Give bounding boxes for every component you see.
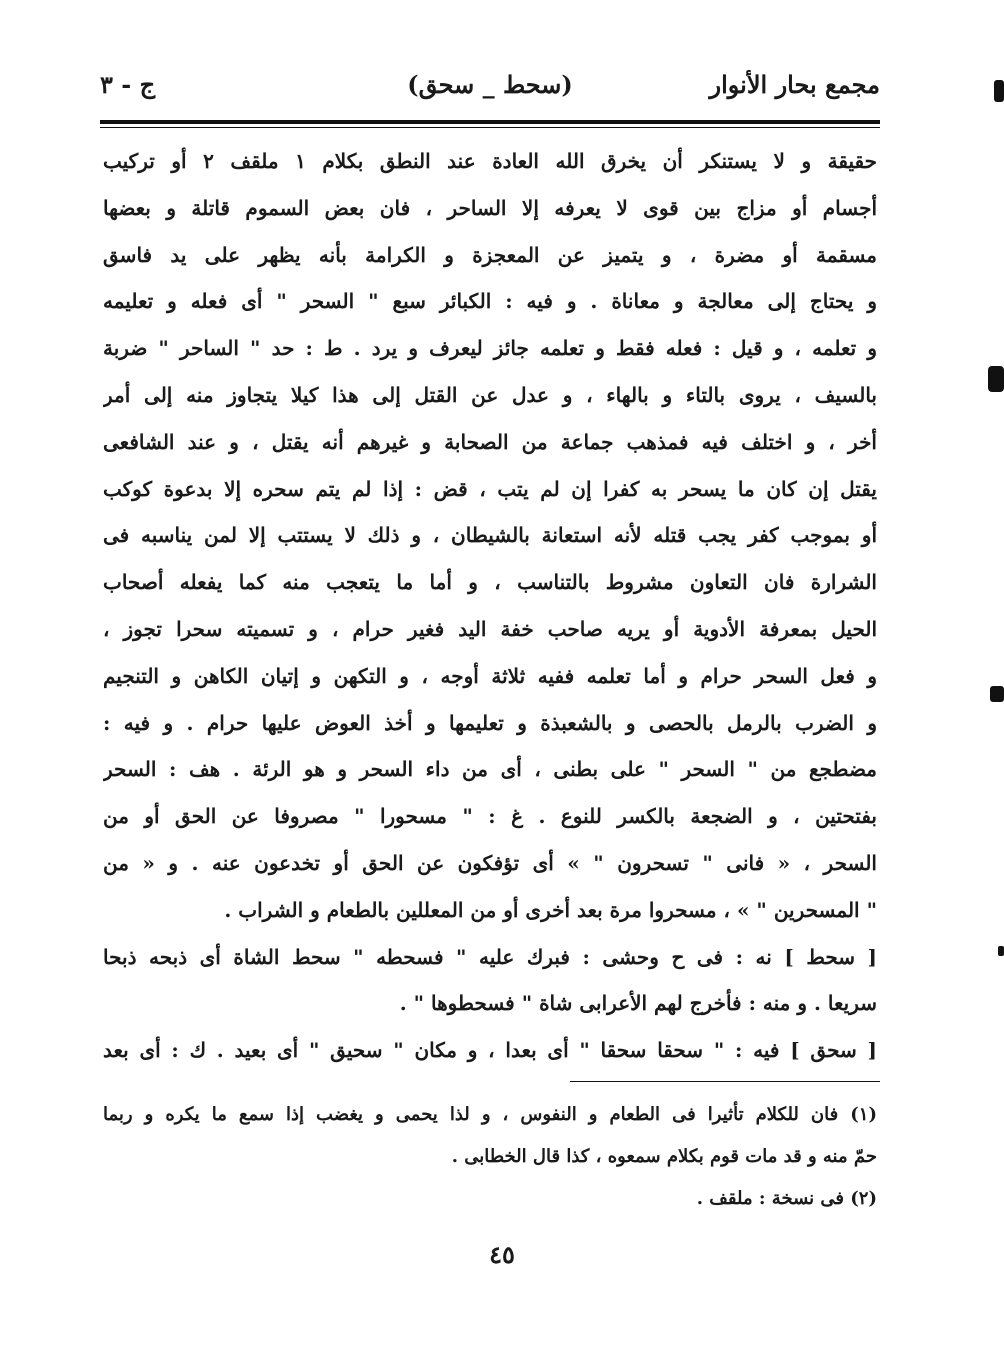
text-line: الحيل بمعرفة الأدوية أو يريه صاحب خفة اليد فغير حرام ، و تسميته سحرا تجوز ، <box>103 616 877 641</box>
volume-label: ج - ٣ <box>100 70 156 99</box>
running-header <box>100 62 880 112</box>
text-line: مضطجع من " السحر " على بطنى ، أى من داء السحر و هو الرئة . هف : السحر <box>103 757 877 782</box>
footnote-separator <box>570 1081 880 1082</box>
text-line: " المسحرين " » ، مسحروا مرة بعد أخرى أو من المعللين بالطعام و الشراب . <box>224 897 877 922</box>
text-line: [ سحط ] نه : فى ح وحشى : فبرك عليه " فسحطه " سحط الشاة أى ذبحه ذبحا <box>103 944 877 969</box>
text-line: حقيقة و لا يستنكر أن يخرق الله العادة عند النطق بكلام ١ ملقف ٢ أو تركيب <box>103 149 877 173</box>
text-line: سريعا . و منه : فأخرج لهم الأعرابى شاة " فسحطوها " . <box>399 991 877 1016</box>
text-line: الشرارة فان التعاون مشروط بالتناسب ، و أما ما يتعجب منه كما يفعله أصحاب <box>103 570 877 595</box>
text-line: و يحتاج إلى معالجة و معاناة . و فيه : الكبائر سبع " السحر " أى فعله و تعليمه <box>103 289 877 314</box>
book-title: مجمع بحار الأنوار <box>709 70 880 99</box>
text-line: بفتحتين ، و الضجعة بالكسر للنوع . غ : " مسحورا " مصروفا عن الحق أو من <box>103 804 877 829</box>
text-line: أو بموجب كفر يجب قتله لأنه استعانة بالشيطان ، و ذلك لا يستتب إلا لمن يناسبه فى <box>103 523 877 548</box>
header-rule-thin <box>100 127 880 128</box>
footnote-line: (١) فان للكلام تأثيرا فى الطعام و النفوس ، و لذا يحمى و يغضب إذا سمع ما يكره و ربما <box>103 1104 877 1125</box>
text-line: و الضرب بالرمل بالحصى و بالشعبذة و تعليمها و أخذ العوض عليها حرام . و فيه : <box>103 710 877 735</box>
scan-mark <box>988 366 1004 392</box>
footnote-line: (٢) فى نسخة : ملقف . <box>696 1188 877 1209</box>
scan-mark <box>994 80 1004 102</box>
scan-mark <box>990 686 1004 702</box>
text-line: و تعلمه ، و قيل : فعله فقط و تعلمه جائز ليعرف و يرد . ط : حد " الساحر " ضربة <box>103 336 877 361</box>
entry-range: (سحط _ سحق) <box>407 70 573 99</box>
text-line: أجسام أو مزاج بين قوى لا يعرفه إلا الساحر ، فان بعض السموم قاتلة و بعضها <box>103 195 877 220</box>
text-line: أخر ، و اختلف فيه فمذهب جماعة من الصحابة و غيرهم أنه يقتل ، و عند الشافعى <box>103 429 877 454</box>
text-line: [ سحق ] فيه : " سحقا سحقا " أى بعدا ، و مكان " سحيق " أى بعيد . ك : أى بعد <box>103 1038 877 1063</box>
main-text <box>103 138 877 1074</box>
text-line: بالسيف ، يروى بالتاء و بالهاء ، و عدل عن القتل إلى هذا كيلا يتجاوز منه إلى أمر <box>103 382 877 407</box>
text-line: مسقمة أو مضرة ، و يتميز عن المعجزة و الكرامة بأنه يظهر على يد فاسق <box>103 242 877 267</box>
scan-mark <box>998 946 1004 956</box>
footnotes <box>103 1094 877 1220</box>
footnote-line: حمّ منه و قد مات قوم بكلام سمعوه ، كذا قال الخطابى . <box>451 1146 877 1167</box>
text-line: و فعل السحر حرام و أما تعلمه ففيه ثلاثة أوجه ، و التكهن و إتيان الكاهن و التنجيم <box>103 663 877 688</box>
text-line: السحر ، « فانى " تسحرون " » أى تؤفكون عن الحق أو تخدعون عنه . و « من <box>103 850 877 875</box>
header-rule <box>100 120 880 124</box>
page-number: ٤٥ <box>489 1240 515 1269</box>
text-line: يقتل إن كان ما يسحر به كفرا إن لم يتب ، قض : إذا لم يتم سحره إلا بدعوة كوكب <box>103 476 877 501</box>
